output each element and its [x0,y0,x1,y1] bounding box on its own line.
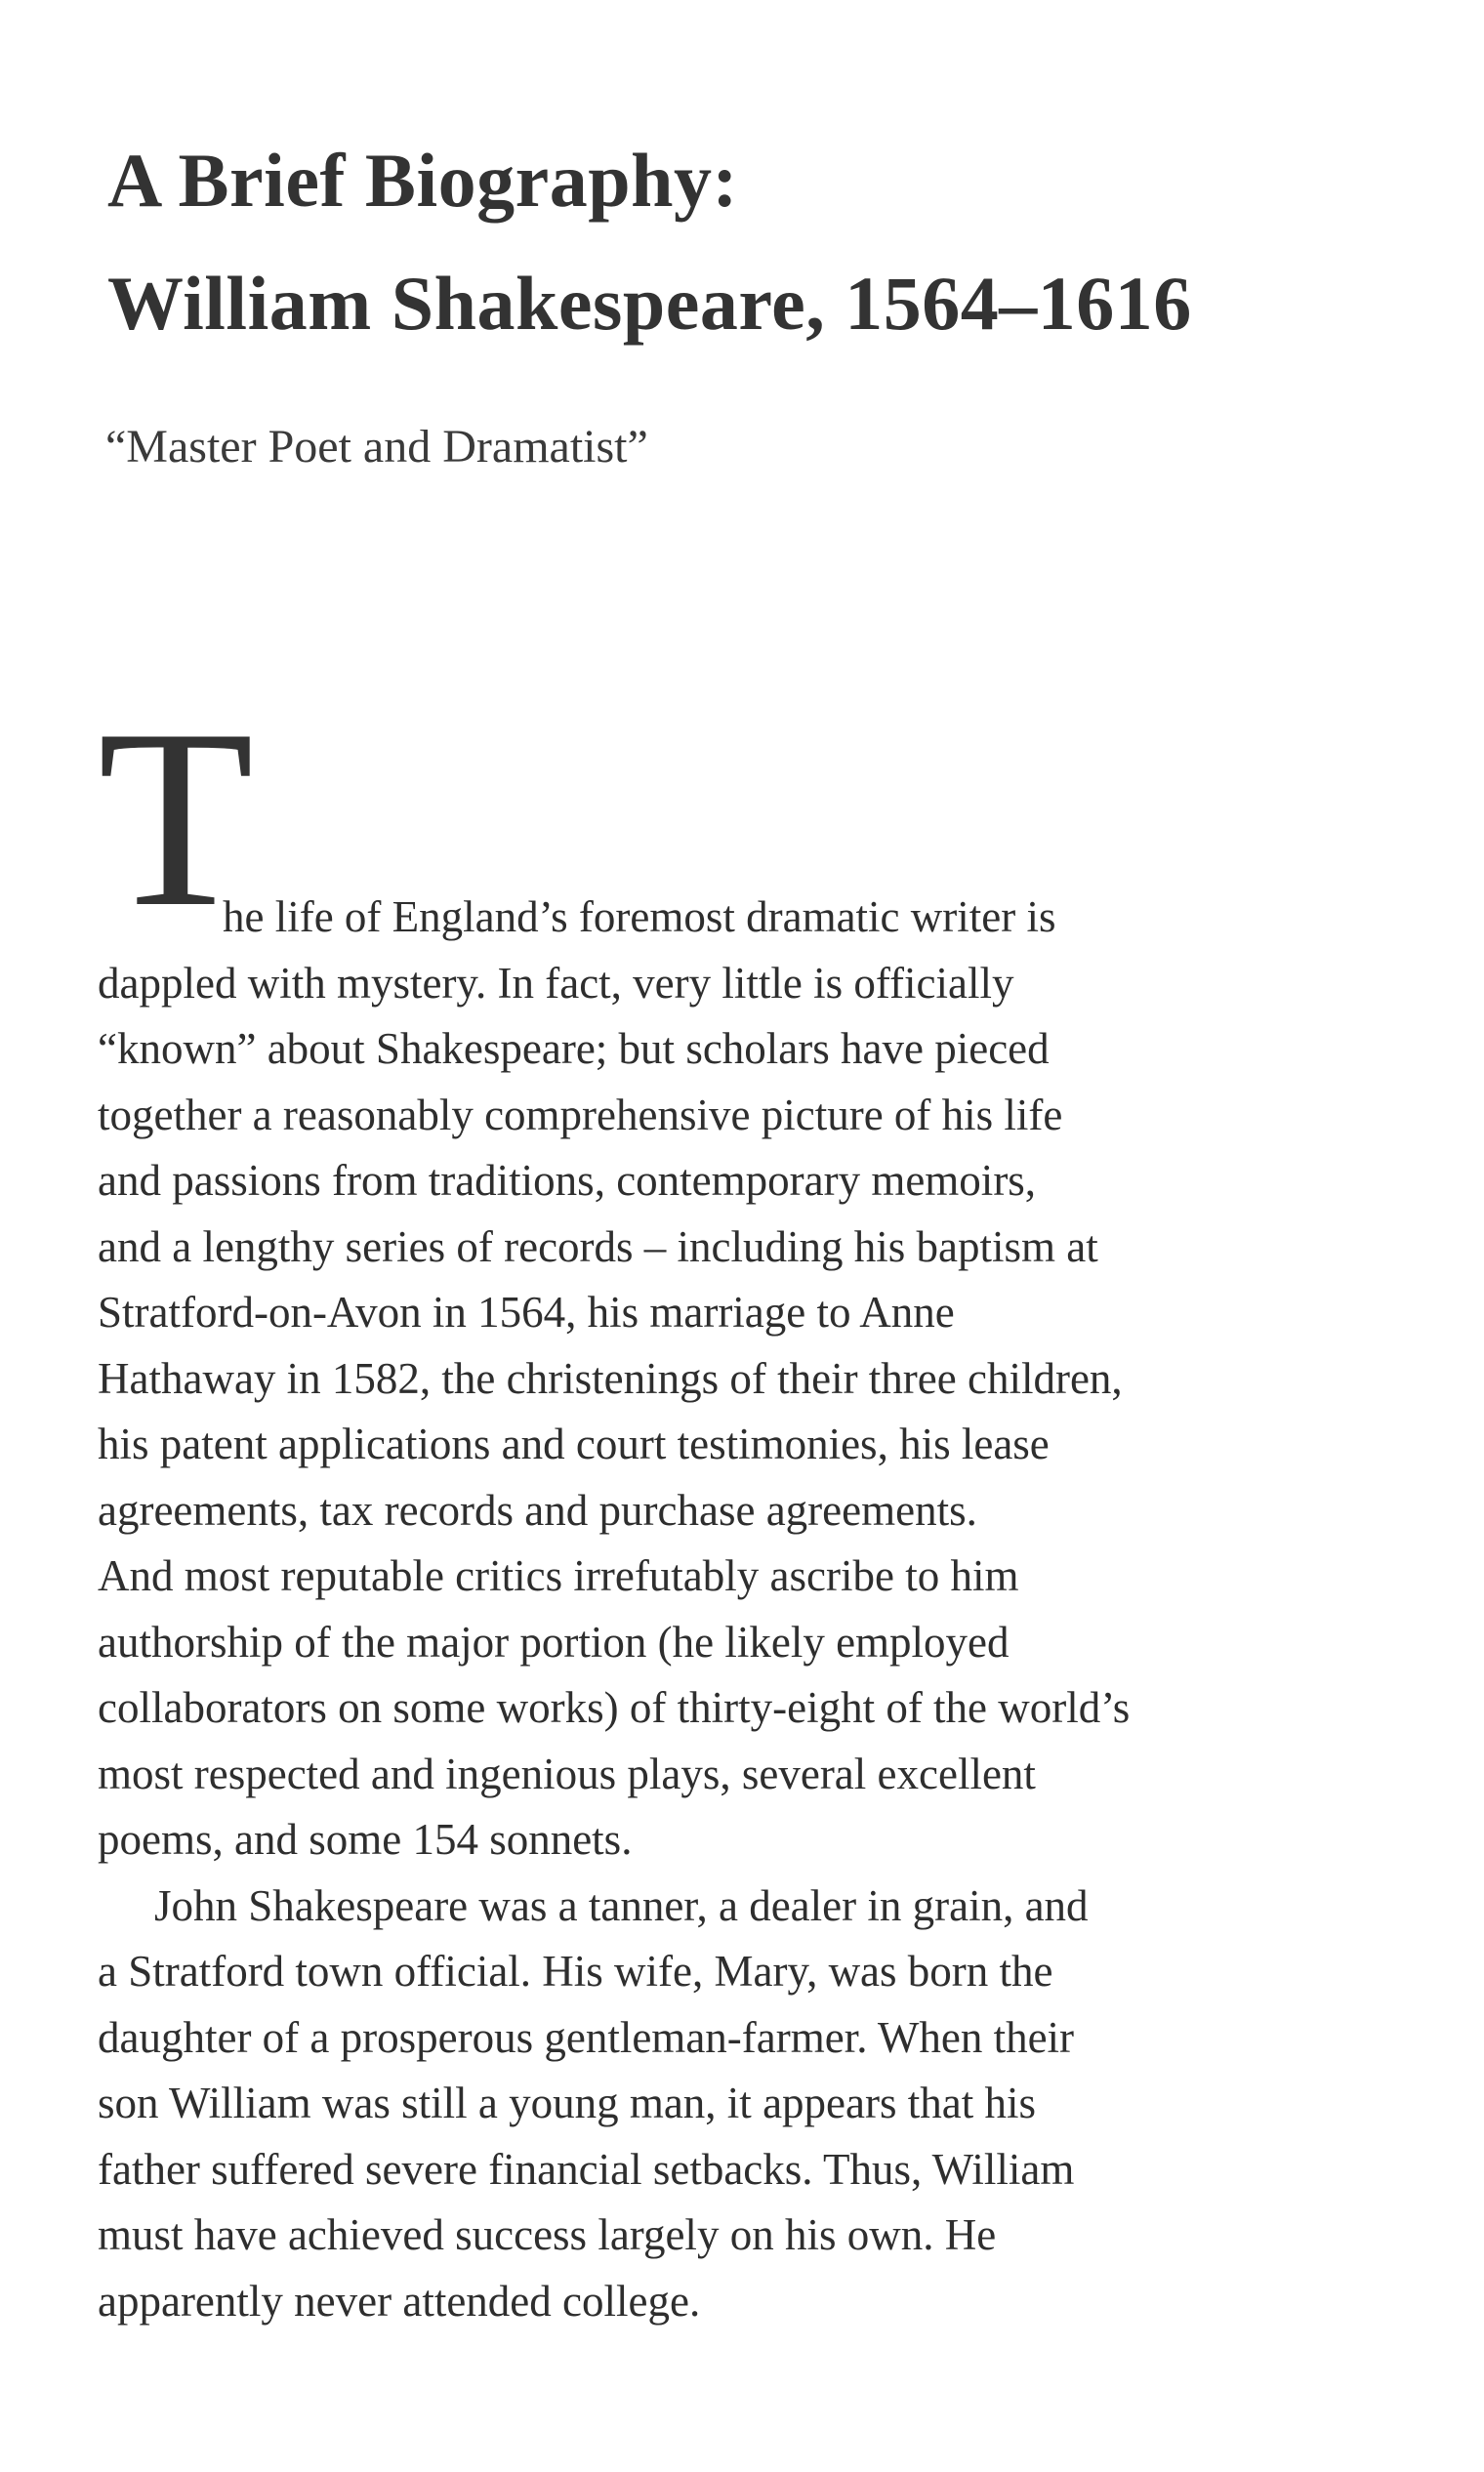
paragraph-2-line-7: apparently never attended college. [98,2276,701,2326]
paragraph-1-line-4: together a reasonably comprehensive picture of his life [98,1090,1063,1139]
paragraph-1-line-3: “known” about Shakespeare; but scholars have pieced [98,1024,1050,1073]
paragraph-1-line-2: dappled with mystery. In fact, very little is officially [98,958,1014,1008]
paragraph-1-line-11: And most reputable critics irrefutably ascribe to him [98,1551,1019,1600]
paragraph-2-line-5: father suffered severe financial setbacks. Thus, William [98,2144,1075,2194]
paragraph-1-line-1: he life of England’s foremost dramatic writer is [223,892,1056,941]
paragraph-1-line-12: authorship of the major portion (he likely employed [98,1617,1010,1667]
body-text [98,885,1269,2334]
paragraph-1-line-7: Stratford-on-Avon in 1564, his marriage to Anne [98,1288,955,1337]
paragraph-1-line-14: most respected and ingenious plays, several excellent [98,1749,1036,1798]
title-line-1: A Brief Biography: [107,138,738,223]
paragraph-1-line-10: agreements, tax records and purchase agreements. [98,1485,977,1535]
paragraph-1-line-9: his patent applications and court testimonies, his lease [98,1420,1050,1468]
title-line-2: William Shakespeare, 1564–1616 [107,261,1192,346]
paragraph-2-line-4: son William was still a young man, it appears that his [98,2079,1036,2127]
paragraph-2-line-1: John Shakespeare was a tanner, a dealer in grain, and [154,1880,1089,1930]
paragraph-1-line-8: Hathaway in 1582, the christenings of their three children, [98,1353,1123,1403]
subtitle: “Master Poet and Dramatist” [105,421,648,473]
paragraph-1-line-6: and a lengthy series of records – including his baptism at [98,1221,1098,1271]
paragraph-1-line-15: poems, and some 154 sonnets. [98,1815,633,1864]
paragraph-1-line-5: and passions from traditions, contemporary memoirs, [98,1156,1037,1205]
paragraph-1-line-13: collaborators on some works) of thirty-eight of the world’s [98,1683,1131,1732]
paragraph-2-line-2: a Stratford town official. His wife, Mary, was born the [98,1947,1053,1996]
drop-cap-letter: T [98,677,255,960]
paragraph-2-line-6: must have achieved success largely on his own. He [98,2210,997,2259]
page-title [107,119,1192,365]
paragraph-2-line-3: daughter of a prosperous gentleman-farmer. When their [98,2012,1075,2062]
